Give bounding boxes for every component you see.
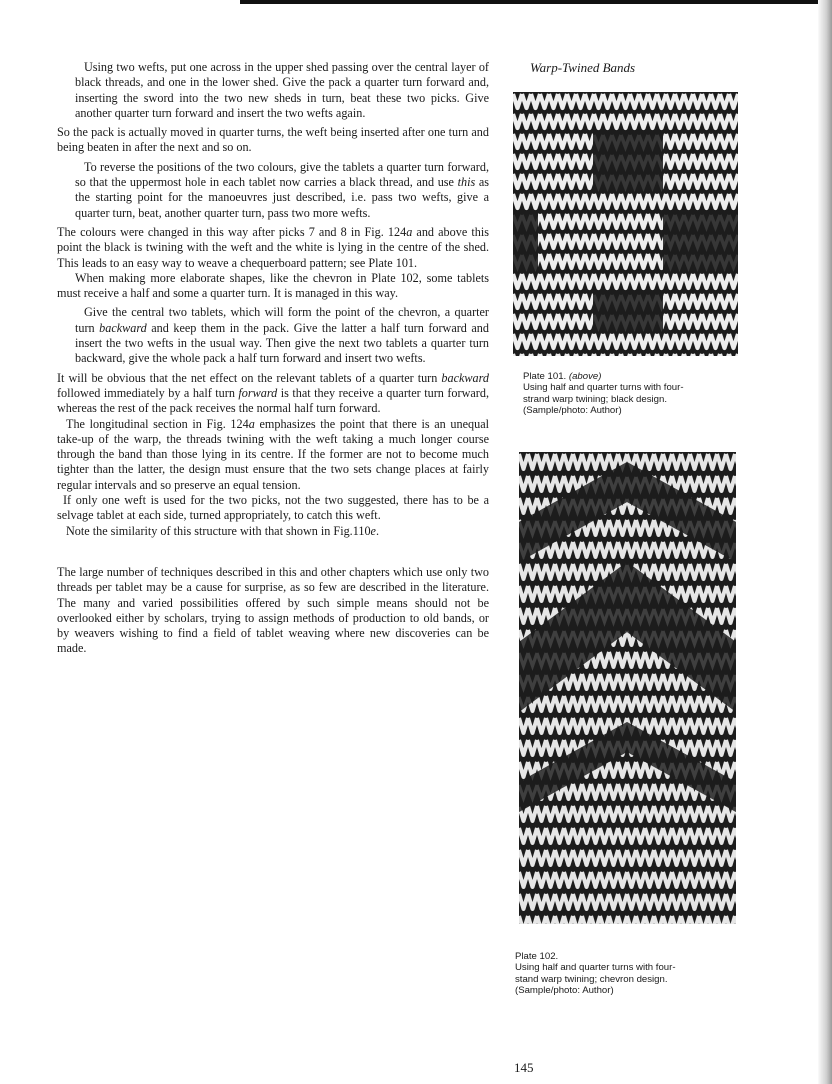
paragraph-3: To reverse the positions of the two colours, give the tablets a quarter turn forward, so that the uppermost hole in each tablet now carries a black thread, and use this as the starting point for the manoeuvres just described, i.e. pass two wefts, give a quarter turn, beat, another quarter turn, pass two more wefts. — [75, 159, 489, 220]
plate-102-caption: Plate 102. Using half and quarter turns with four- stand warp twining; chevron design. (Sample/photo: Author) — [515, 951, 676, 997]
scan-edge-right — [818, 0, 832, 1084]
plate-101-photo — [513, 92, 738, 356]
paragraph-11: The large number of techniques described in this and other chapters which use only two threads per tablet may be a cause for surprise, as so few are described in the literature. The many and varied possibilities offered by such simple means should not be overlooked either by scholars, trying to assign methods of production to old bands, or by weavers wishing to find a field of tablet weaving where new discoveries can be made. — [57, 564, 489, 656]
paragraph-4: The colours were changed in this way after picks 7 and 8 in Fig. 124a and above this point the black is twining with the weft and the white is lying in the centre of the shed. This leads to an easy way to weave a chequerboard pattern; see Plate 101. — [57, 224, 489, 270]
paragraph-6: Give the central two tablets, which will form the point of the chevron, a quarter turn backward and keep them in the pack. Give the latter a half turn forward and insert the two wefts in the usual way. Then give the next two tablets a quarter turn backward, give the whole pack a half turn forward and insert two wefts. — [75, 305, 489, 366]
paragraph-10: Note the similarity of this structure with that shown in Fig.110e. — [66, 523, 380, 538]
plate-102-photo — [519, 452, 736, 924]
body-text — [57, 60, 489, 657]
scan-edge-top — [240, 0, 832, 4]
paragraph-7: It will be obvious that the net effect on the relevant tablets of a quarter turn backward followed immediately by a half turn forward is that they receive a quarter turn forward, whereas the rest of the pack receives the normal half turn forward. — [57, 370, 489, 416]
running-head: Warp-Twined Bands — [530, 60, 636, 75]
page-number: 145 — [514, 1060, 534, 1075]
paragraph-9: If only one weft is used for the two picks, not the two suggested, there has to be a selvage tablet at each side, turned appropriately, to catch this weft. — [57, 493, 489, 523]
paragraph-8: The longitudinal section in Fig. 124a emphasizes the point that there is an unequal take-up of the warp, the threads twining with the weft taking a much longer course through the band than those lying in its centre. If the former are not to become much tighter than the latter, the design must ensure that the two sets change places at fairly regular intervals and so preserve an equal tension. — [57, 416, 490, 492]
paragraph-2: So the pack is actually moved in quarter turns, the weft being inserted after one turn and being beaten in after the next and so on. — [57, 125, 489, 155]
paragraph-1: Using two wefts, put one across in the upper shed passing over the central layer of black threads, and one in the lower shed. Give the pack a quarter turn forward and, inserting the sword into the two new sheds in turn, beat these two picks. Give another quarter turn forward and insert the two wefts again. — [75, 60, 489, 120]
paragraph-5: When making more elaborate shapes, like the chevron in Plate 102, some tablets must receive a half and some a quarter turn. It is managed in this way. — [57, 270, 489, 301]
plate-101-caption: Plate 101. (above) Using half and quarter turns with four- strand warp twining; black design. (Sample/photo: Author) — [523, 371, 684, 417]
